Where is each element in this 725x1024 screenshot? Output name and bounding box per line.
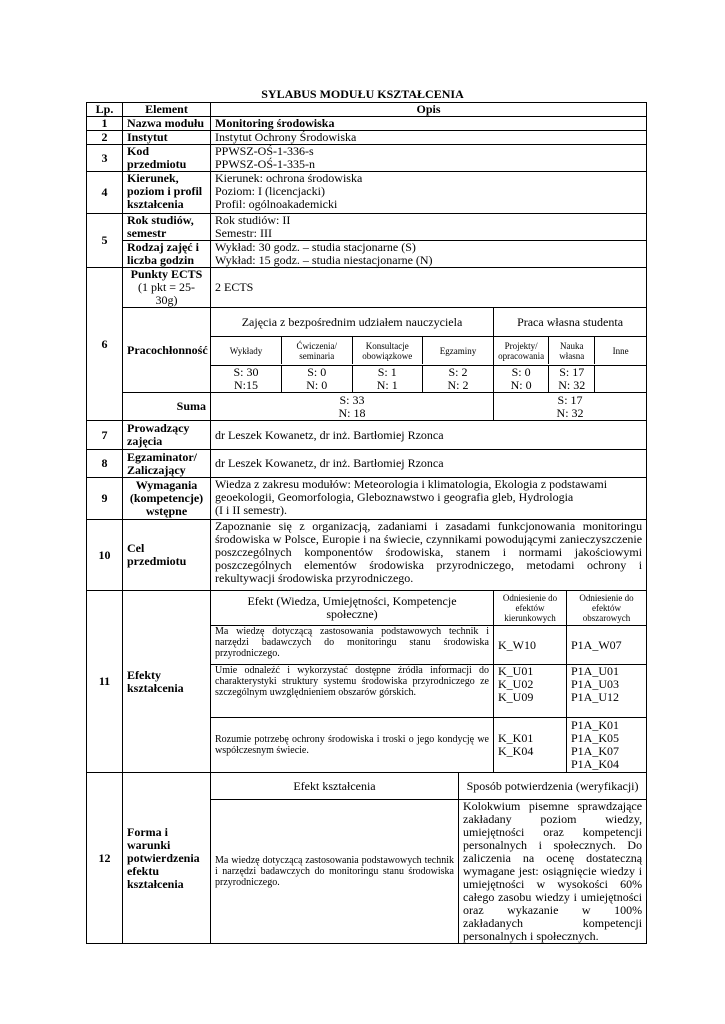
workload-values-contact	[211, 366, 494, 393]
row-number: 4	[87, 172, 123, 214]
row-number: 12	[87, 773, 123, 944]
row-3	[87, 145, 647, 172]
row-number: 8	[87, 450, 123, 478]
row-label: Kierunek, poziom i profil kształcenia	[123, 172, 211, 214]
row-10	[87, 520, 647, 591]
row-label: Rodzaj zajęć i liczba godzin	[123, 241, 211, 268]
header-row	[87, 103, 647, 117]
row-label: Forma i warunki potwierdzenia efektu kształcenia	[123, 773, 211, 944]
workload-group-contact: Zajęcia z bezpośrednim udziałem nauczyciela	[211, 308, 494, 337]
val-cwiczenia: S: 0 N: 0	[282, 366, 353, 392]
row-6-suma	[87, 393, 647, 421]
effect-text: Rozumie potrzebę ochrony środowiska i troski o jego kondycję we współczesnym świecie.	[211, 718, 494, 773]
effects-header-effect: Efekt (Wiedza, Umiejętności, Kompetencje społeczne)	[211, 591, 494, 626]
verification-effect: Ma wiedzę dotyczącą zastosowania podstawowych technik i narzędzi badawczych do monitoringu stanu środowiska przyrodniczego.	[211, 800, 459, 944]
val-nauka: S: 17 N: 32	[549, 366, 595, 392]
row-value: Wykład: 30 godz. – studia stacjonarne (S) Wykład: 15 godz. – studia niestacjonarne (N)	[211, 241, 647, 268]
effect-obsz: P1A_U01 P1A_U03 P1A_U12	[567, 665, 647, 718]
row-9	[87, 478, 647, 520]
effect-obsz: P1A_K01 P1A_K05 P1A_K07 P1A_K04	[567, 718, 647, 773]
row-label: Wymagania (kompetencje) wstępne	[123, 478, 211, 520]
row-label: Egzaminator/ Zaliczający	[123, 450, 211, 478]
row-value: Kierunek: ochrona środowiska Poziom: I (licencjacki) Profil: ogólnoakademicki	[211, 172, 647, 214]
verification-method: Kolokwium pisemne sprawdzające zakładany poziom wiedzy, umiejętności oraz kompetencji personalnych i społecznych. Do zaliczenia na ocenę dostateczną wymagane jest: osiągnięcie wiedzy i umiejętności w wysokości 60% całego zasobu wiedzy i umiejętności oraz wykazanie w 100% zakładanych kompetencji personalnych i społecznych.	[459, 800, 647, 944]
suma-contact: S: 33 N: 18	[211, 393, 494, 421]
effect-kier: K_W10	[494, 626, 567, 665]
workload-label: Pracochłonność	[123, 308, 211, 393]
row-label: Kod przedmiotu	[123, 145, 211, 172]
workload-values-self	[494, 366, 647, 393]
row-7	[87, 421, 647, 450]
col-egzaminy: Egzaminy	[423, 337, 494, 364]
effect-kier: K_U01 K_U02 K_U09	[494, 665, 567, 718]
row-number: 2	[87, 131, 123, 145]
val-wyklady: S: 30 N:15	[211, 366, 282, 392]
col-inne: Inne	[595, 337, 646, 364]
row-label: Instytut	[123, 131, 211, 145]
val-egzaminy: S: 2 N: 2	[423, 366, 494, 392]
syllabus-table	[86, 102, 647, 944]
row-value: Zapoznanie się z organizacją, zadaniami i zasadami funkcjonowania monitoringu środowiska w Polsce, Europie i na świecie, czynnikami powodującymi zanieczyszczenie poszczególnych komponentów środowiska, stanem i normami jakościowymi poszczególnych elementów środowiska przyrodniczego, metodami ochrony i rekultywacji środowiska przyrodniczego.	[211, 520, 647, 591]
header-opis: Opis	[211, 103, 647, 117]
row-5a	[87, 214, 647, 241]
row-value: Instytut Ochrony Środowiska	[211, 131, 647, 145]
row-5b	[87, 241, 647, 268]
effects-header-obszarowe: Odniesienie do efektów obszarowych	[567, 591, 647, 626]
ects-sub: (1 pkt = 25-30g)	[137, 280, 196, 307]
row-11-header	[87, 591, 647, 626]
document-title: SYLABUS MODUŁU KSZTAŁCENIA	[261, 87, 464, 101]
row-12-header	[87, 773, 647, 800]
row-number: 11	[87, 591, 123, 773]
verification-header-effect: Efekt kształcenia	[211, 773, 459, 800]
col-konsultacje: Konsultacje obowiązkowe	[352, 337, 423, 364]
row-number: 3	[87, 145, 123, 172]
workload-group-self: Praca własna studenta	[494, 308, 647, 337]
row-label: Rok studiów, semestr	[123, 214, 211, 241]
row-number: 10	[87, 520, 123, 591]
val-konsultacje: S: 1 N: 1	[352, 366, 423, 392]
row-label: Nazwa modułu	[123, 117, 211, 131]
ects-label: Punkty ECTS	[130, 267, 203, 281]
effects-header-kierunkowe: Odniesienie do efektów kierunkowych	[494, 591, 567, 626]
col-wyklady: Wykłady	[211, 337, 282, 364]
row-ects	[87, 268, 647, 308]
row-label: Efekty kształcenia	[123, 591, 211, 773]
effect-text: Ma wiedzę dotyczącą zastosowania podstawowych technik i narzędzi badawczych do monitoringu stanu środowiska przyrodniczego.	[211, 626, 494, 665]
row-value: dr Leszek Kowanetz, dr inż. Bartłomiej Rzonca	[211, 450, 647, 478]
row-6-group-header	[87, 308, 647, 337]
suma-label: Suma	[123, 393, 211, 421]
workload-cols-contact	[211, 337, 494, 366]
row-value: Rok studiów: II Semestr: III	[211, 214, 647, 241]
row-label: Cel przedmiotu	[123, 520, 211, 591]
header-element: Element	[123, 103, 211, 117]
row-label: Prowadzący zajęcia	[123, 421, 211, 450]
col-nauka: Nauka własna	[549, 337, 595, 364]
row-number: 1	[87, 117, 123, 131]
val-projekty: S: 0 N: 0	[494, 366, 549, 392]
row-number: 5	[87, 214, 123, 268]
row-2	[87, 131, 647, 145]
workload-cols-self	[494, 337, 647, 366]
effect-kier: K_K01 K_K04	[494, 718, 567, 773]
suma-self: S: 17 N: 32	[494, 393, 647, 421]
row-value: dr Leszek Kowanetz, dr inż. Bartłomiej Rzonca	[211, 421, 647, 450]
effect-text: Umie odnaleźć i wykorzystać dostępne źródła informacji do charakterystyki struktury systemu środowiska przyrodniczego ze szczególnym uwzględnieniem obszarów górskich.	[211, 665, 494, 718]
row-1	[87, 117, 647, 131]
header-lp: Lp.	[87, 103, 123, 117]
val-inne	[595, 366, 646, 392]
verification-header-method: Sposób potwierdzenia (weryfikacji)	[459, 773, 647, 800]
ects-value: 2 ECTS	[211, 268, 647, 308]
row-value: Wiedza z zakresu modułów: Meteorologia i klimatologia, Ekologia z podstawami geoekologii, Geomorfologia, Gleboznawstwo i geografia gleb, Hydrologia (I i II semestr).	[211, 478, 647, 520]
row-number: 9	[87, 478, 123, 520]
row-4	[87, 172, 647, 214]
effect-obsz: P1A_W07	[567, 626, 647, 665]
row-value: Monitoring środowiska	[211, 117, 647, 131]
row-number: 6	[87, 268, 123, 421]
row-number: 7	[87, 421, 123, 450]
row-8	[87, 450, 647, 478]
row-value: PPWSZ-OŚ-1-336-s PPWSZ-OŚ-1-335-n	[211, 145, 647, 172]
ects-label-cell	[123, 268, 211, 308]
col-cwiczenia: Ćwiczenia/ seminaria	[282, 337, 353, 364]
col-projekty: Projekty/ opracowania	[494, 337, 549, 364]
